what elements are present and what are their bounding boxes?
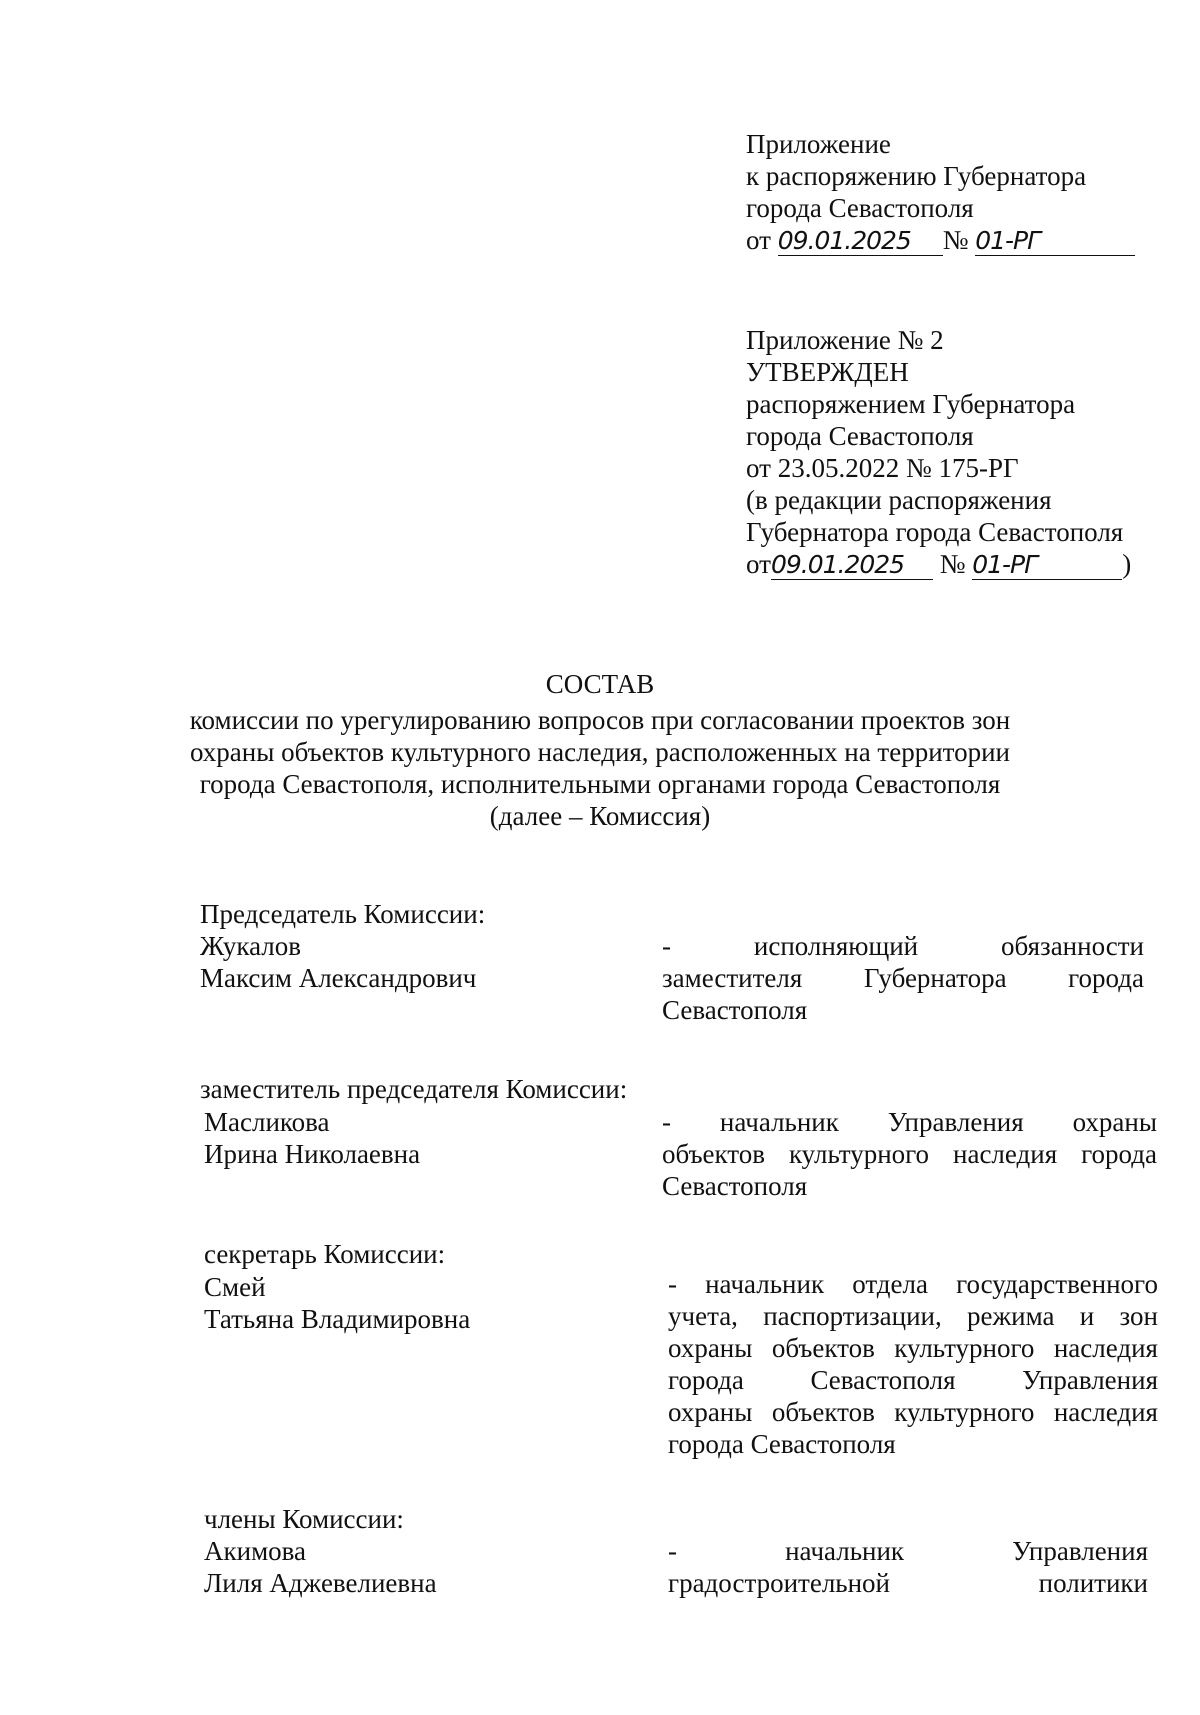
appendix-1-line: к распоряжению Губернатора bbox=[746, 161, 1087, 191]
member-duty bbox=[668, 1535, 1148, 1599]
duty-line bbox=[662, 930, 1144, 962]
duty-word: охраны bbox=[1072, 1107, 1157, 1137]
member-surname: Смей bbox=[204, 1272, 266, 1302]
member-duty bbox=[662, 930, 1144, 1026]
handwritten-number: 01-РГ bbox=[972, 550, 1038, 579]
handwritten-number-field bbox=[975, 226, 1135, 256]
handwritten-date: 09.01.2025 bbox=[770, 550, 905, 579]
member-duty bbox=[662, 1106, 1157, 1202]
handwritten-date-field bbox=[778, 226, 943, 256]
appendix-2-date-line bbox=[746, 548, 1131, 580]
duty-word: охраны bbox=[668, 1333, 753, 1363]
closing-paren: ) bbox=[1122, 549, 1132, 579]
duty-word: режима bbox=[967, 1301, 1055, 1331]
duty-word: объектов bbox=[771, 1333, 875, 1363]
number-label: № bbox=[942, 225, 969, 255]
member-given-name: Татьяна Владимировна bbox=[204, 1304, 471, 1334]
duty-line: Севастополя bbox=[662, 1171, 808, 1201]
member-given-name: Лиля Аджевелиевна bbox=[204, 1568, 437, 1598]
duty-line bbox=[662, 962, 1144, 994]
number-label: № bbox=[939, 549, 966, 579]
duty-word: отдела bbox=[852, 1269, 928, 1299]
duty-word: государственного bbox=[956, 1269, 1158, 1299]
duty-word: города bbox=[1068, 963, 1144, 993]
handwritten-number: 01-РГ bbox=[975, 226, 1041, 255]
duty-word: культурного bbox=[894, 1333, 1035, 1363]
duty-word: и bbox=[1079, 1301, 1095, 1331]
appendix-2-line: города Севастополя bbox=[746, 421, 974, 451]
member-surname: Масликова bbox=[204, 1107, 330, 1137]
duty-line bbox=[668, 1300, 1158, 1332]
duty-word: Управления bbox=[1012, 1536, 1148, 1566]
appendix-1-date-line bbox=[746, 224, 1135, 256]
duty-line bbox=[662, 1138, 1157, 1170]
appendix-2-line: Губернатора города Севастополя bbox=[746, 517, 1124, 547]
handwritten-date-field bbox=[771, 550, 933, 580]
duty-word: политики bbox=[1038, 1568, 1148, 1598]
appendix-1-line: города Севастополя bbox=[746, 193, 974, 223]
appendix-2-line: от 23.05.2022 № 175-РГ bbox=[746, 453, 1019, 483]
from-label: от bbox=[746, 549, 771, 579]
member-duty bbox=[668, 1268, 1158, 1460]
approved-label: УТВЕРЖДЕН bbox=[746, 357, 909, 387]
heading-line: города Севастополя, исполнительными органами города Севастополя bbox=[199, 769, 1001, 799]
appendix-1-title: Приложение bbox=[746, 129, 891, 159]
appendix-2-line: распоряжением Губернатора bbox=[746, 389, 1076, 419]
duty-word: Севастополя bbox=[810, 1365, 956, 1395]
duty-word: начальник bbox=[785, 1536, 905, 1566]
duty-word: Губернатора bbox=[863, 963, 1007, 993]
duty-word: Управления bbox=[887, 1107, 1024, 1137]
duty-line bbox=[668, 1332, 1158, 1364]
duty-word: зон bbox=[1119, 1301, 1158, 1331]
duty-word: градостроительной bbox=[668, 1568, 890, 1598]
from-label: от bbox=[746, 225, 771, 255]
duty-word: города bbox=[668, 1365, 744, 1395]
duty-word: наследия bbox=[1053, 1333, 1158, 1363]
duty-word: обязанности bbox=[1001, 931, 1144, 961]
member-surname: Жукалов bbox=[200, 931, 302, 961]
duty-word: культурного bbox=[894, 1397, 1035, 1427]
duty-word: объектов bbox=[771, 1397, 875, 1427]
heading-line: (далее – Комиссия) bbox=[489, 801, 711, 831]
duty-word: - bbox=[668, 1269, 677, 1299]
member-role: секретарь Комиссии: bbox=[204, 1239, 446, 1269]
member-given-name: Ирина Николаевна bbox=[204, 1139, 421, 1169]
duty-line bbox=[668, 1535, 1148, 1567]
heading-line: комиссии по урегулированию вопросов при согласовании проектов зон bbox=[189, 705, 1011, 735]
duty-word: паспортизации, bbox=[763, 1301, 942, 1331]
duty-line bbox=[662, 1106, 1157, 1138]
member-role: Председатель Комиссии: bbox=[200, 899, 486, 929]
duty-word: начальник bbox=[705, 1269, 825, 1299]
heading-line: охраны объектов культурного наследия, расположенных на территории bbox=[189, 737, 1011, 767]
duty-word: - bbox=[662, 931, 671, 961]
duty-word: Управления bbox=[1022, 1365, 1158, 1395]
duty-word: города bbox=[1081, 1139, 1157, 1169]
appendix-1-block bbox=[746, 128, 1135, 256]
duty-word: - bbox=[668, 1536, 677, 1566]
heading-title: СОСТАВ bbox=[545, 669, 655, 699]
duty-word: наследия bbox=[1053, 1397, 1158, 1427]
duty-line bbox=[668, 1396, 1158, 1428]
appendix-2-title: Приложение № 2 bbox=[746, 325, 944, 355]
member-role: члены Комиссии: bbox=[204, 1504, 404, 1534]
duty-word: - bbox=[662, 1107, 671, 1137]
appendix-2-line: (в редакции распоряжения bbox=[746, 485, 1052, 515]
duty-word: исполняющий bbox=[753, 931, 919, 961]
duty-word: заместителя bbox=[662, 963, 803, 993]
duty-line bbox=[668, 1567, 1148, 1599]
duty-line: города Севастополя bbox=[668, 1429, 896, 1459]
duty-word: начальник bbox=[719, 1107, 839, 1137]
member-role: заместитель председателя Комиссии: bbox=[200, 1074, 628, 1104]
member-surname: Акимова bbox=[204, 1536, 307, 1566]
duty-word: культурного bbox=[788, 1139, 930, 1169]
duty-line bbox=[668, 1268, 1158, 1300]
duty-word: наследия bbox=[953, 1139, 1058, 1169]
handwritten-date: 09.01.2025 bbox=[777, 226, 911, 255]
member-given-name: Максим Александрович bbox=[200, 963, 477, 993]
document-heading bbox=[0, 668, 1200, 832]
handwritten-number-field bbox=[972, 550, 1122, 580]
appendix-2-block bbox=[746, 324, 1131, 580]
duty-word: охраны bbox=[668, 1397, 753, 1427]
duty-line: Севастополя bbox=[662, 995, 808, 1025]
duty-line bbox=[668, 1364, 1158, 1396]
duty-word: учета, bbox=[668, 1301, 738, 1331]
duty-word: объектов bbox=[662, 1139, 765, 1169]
